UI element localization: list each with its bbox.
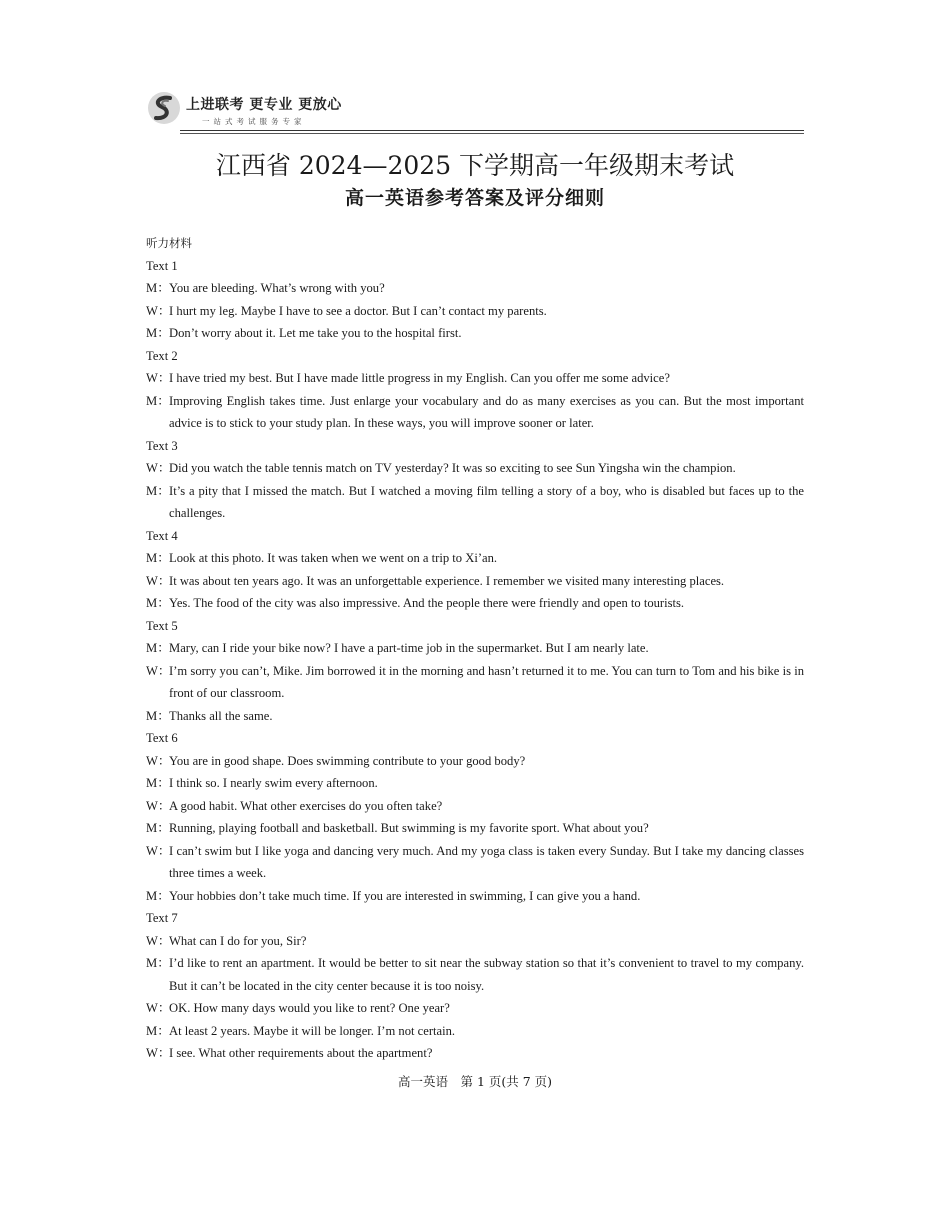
utterance-text: It’s a pity that I missed the match. But I watched a moving film telling a story of a boy, who is disabled but faces up to the challenges. bbox=[169, 483, 804, 520]
speaker-label: W： bbox=[146, 1046, 171, 1060]
dialogue-line bbox=[146, 930, 804, 953]
speaker-label: W： bbox=[146, 753, 171, 768]
dialogue-line bbox=[146, 480, 804, 525]
speaker-label: M： bbox=[146, 326, 170, 340]
dialogue-line bbox=[146, 367, 804, 390]
speaker-label: M： bbox=[146, 1023, 170, 1038]
dialogue-line bbox=[146, 322, 804, 345]
speaker-label: M： bbox=[146, 776, 170, 790]
utterance-text: It was about ten years ago. It was an unforgettable experience. I remember we visited many interesting places. bbox=[169, 573, 725, 588]
dialogue-line bbox=[146, 997, 804, 1020]
text-label: Text 3 bbox=[146, 438, 178, 453]
speaker-label: M： bbox=[146, 888, 170, 903]
text-block bbox=[146, 345, 804, 435]
speaker-label: W： bbox=[146, 843, 171, 858]
speaker-label: M： bbox=[146, 281, 170, 295]
speaker-label: W： bbox=[146, 573, 171, 588]
dialogue-line bbox=[146, 705, 804, 728]
speaker-label: W： bbox=[146, 371, 171, 385]
utterance-text: Thanks all the same. bbox=[169, 708, 273, 723]
utterance-text: I’m sorry you can’t, Mike. Jim borrowed it in the morning and hasn’t returned it to me. You can turn to Tom and his bike is in front of our classroom. bbox=[169, 663, 804, 700]
utterance-text: Did you watch the table tennis match on TV yesterday? It was so exciting to see Sun Yingsha win the champion. bbox=[169, 461, 736, 475]
dialogue-line bbox=[146, 795, 804, 818]
page-subtitle: 高一英语参考答案及评分细则 bbox=[344, 187, 605, 209]
utterance-text: Mary, can I ride your bike now? I have a part-time job in the supermarket. But I am nearly late. bbox=[169, 641, 649, 655]
dialogue-line bbox=[146, 1020, 804, 1043]
utterance-text: What can I do for you, Sir? bbox=[169, 933, 307, 948]
dialogue-line bbox=[146, 637, 804, 660]
speaker-label: M： bbox=[146, 821, 170, 835]
header-sub-slogan: 一站式考试服务专家 bbox=[202, 117, 306, 126]
dialogue-line bbox=[146, 592, 804, 615]
utterance-text: I’d like to rent an apartment. It would be better to sit near the subway station so that it’s convenient to travel to my company. But it can’t be located in the city center because it is too noisy. bbox=[169, 956, 804, 993]
text-block bbox=[146, 525, 804, 615]
dialogue-line bbox=[146, 1042, 804, 1065]
text-label: Text 6 bbox=[146, 731, 178, 745]
text-label: Text 4 bbox=[146, 528, 178, 543]
text-block bbox=[146, 615, 804, 728]
header-rule-thick bbox=[180, 130, 804, 131]
dialogue-line bbox=[146, 772, 804, 795]
dialogue-line bbox=[146, 840, 804, 885]
utterance-text: A good habit. What other exercises do you often take? bbox=[169, 798, 443, 813]
page-footer: 高一英语 第 1 页(共 7 页) bbox=[397, 1074, 553, 1089]
page-header bbox=[146, 88, 804, 134]
dialogue-line bbox=[146, 300, 804, 323]
speaker-label: W： bbox=[146, 303, 171, 318]
speaker-label: W： bbox=[146, 461, 171, 475]
utterance-text: Running, playing football and basketball. But swimming is my favorite sport. What about you? bbox=[169, 821, 649, 835]
utterance-text: I can’t swim but I like yoga and dancing very much. And my yoga class is taken every Sunday. But I take my dancing classes three times a week. bbox=[169, 843, 804, 880]
utterance-text: Improving English takes time. Just enlarge your vocabulary and do as many exercises as you can. But the most important advice is to stick to your study plan. In these ways, you will improve sooner or later. bbox=[169, 393, 804, 430]
utterance-text: I see. What other requirements about the apartment? bbox=[169, 1046, 433, 1060]
utterance-text: Look at this photo. It was taken when we went on a trip to Xi’an. bbox=[169, 551, 498, 565]
dialogue-line bbox=[146, 952, 804, 997]
swirl-s-logo-icon bbox=[146, 90, 182, 126]
speaker-label: M： bbox=[146, 708, 170, 723]
texts-list bbox=[146, 255, 804, 1065]
text-label: Text 2 bbox=[146, 348, 178, 363]
speaker-label: M： bbox=[146, 483, 170, 498]
utterance-text: I hurt my leg. Maybe I have to see a doctor. But I can’t contact my parents. bbox=[169, 303, 547, 318]
utterance-text: I have tried my best. But I have made little progress in my English. Can you offer me some advice? bbox=[169, 371, 670, 385]
dialogue-line bbox=[146, 750, 804, 773]
utterance-text: Your hobbies don’t take much time. If you are interested in swimming, I can give you a hand. bbox=[169, 888, 641, 903]
dialogue-line bbox=[146, 817, 804, 840]
speaker-label: M： bbox=[146, 596, 170, 610]
utterance-text: Yes. The food of the city was also impressive. And the people there were friendly and open to tourists. bbox=[169, 596, 685, 610]
speaker-label: M： bbox=[146, 641, 170, 655]
dialogue-line bbox=[146, 547, 804, 570]
utterance-text: OK. How many days would you like to rent? One year? bbox=[169, 1001, 450, 1015]
dialogue-line bbox=[146, 885, 804, 908]
utterance-text: I think so. I nearly swim every afternoon. bbox=[169, 776, 378, 790]
page-title: 江西省 2024—2025 下学期高一年级期末考试 bbox=[215, 151, 735, 180]
dialogue-line bbox=[146, 660, 804, 705]
text-block bbox=[146, 907, 804, 1065]
utterance-text: Don’t worry about it. Let me take you to the hospital first. bbox=[169, 326, 462, 340]
dialogue-line bbox=[146, 457, 804, 480]
header-rule-thin bbox=[180, 133, 804, 134]
text-label: Text 5 bbox=[146, 618, 178, 633]
utterance-text: You are bleeding. What’s wrong with you? bbox=[169, 281, 385, 295]
text-block bbox=[146, 255, 804, 345]
speaker-label: M： bbox=[146, 956, 170, 970]
speaker-label: W： bbox=[146, 663, 171, 678]
utterance-text: You are in good shape. Does swimming contribute to your good body? bbox=[169, 753, 526, 768]
text-label: Text 1 bbox=[146, 258, 178, 273]
speaker-label: M： bbox=[146, 551, 170, 565]
listening-transcript bbox=[146, 232, 804, 1065]
dialogue-line bbox=[146, 570, 804, 593]
speaker-label: M： bbox=[146, 393, 170, 408]
speaker-label: W： bbox=[146, 1001, 171, 1015]
section-heading: 听力材料 bbox=[146, 236, 192, 250]
text-block bbox=[146, 435, 804, 525]
speaker-label: W： bbox=[146, 933, 171, 948]
text-block bbox=[146, 727, 804, 907]
text-label: Text 7 bbox=[146, 911, 178, 925]
dialogue-line bbox=[146, 390, 804, 435]
dialogue-line bbox=[146, 277, 804, 300]
header-slogan: 上进联考 更专业 更放心 bbox=[186, 97, 342, 113]
speaker-label: W： bbox=[146, 798, 171, 813]
utterance-text: At least 2 years. Maybe it will be longer. I’m not certain. bbox=[169, 1023, 456, 1038]
